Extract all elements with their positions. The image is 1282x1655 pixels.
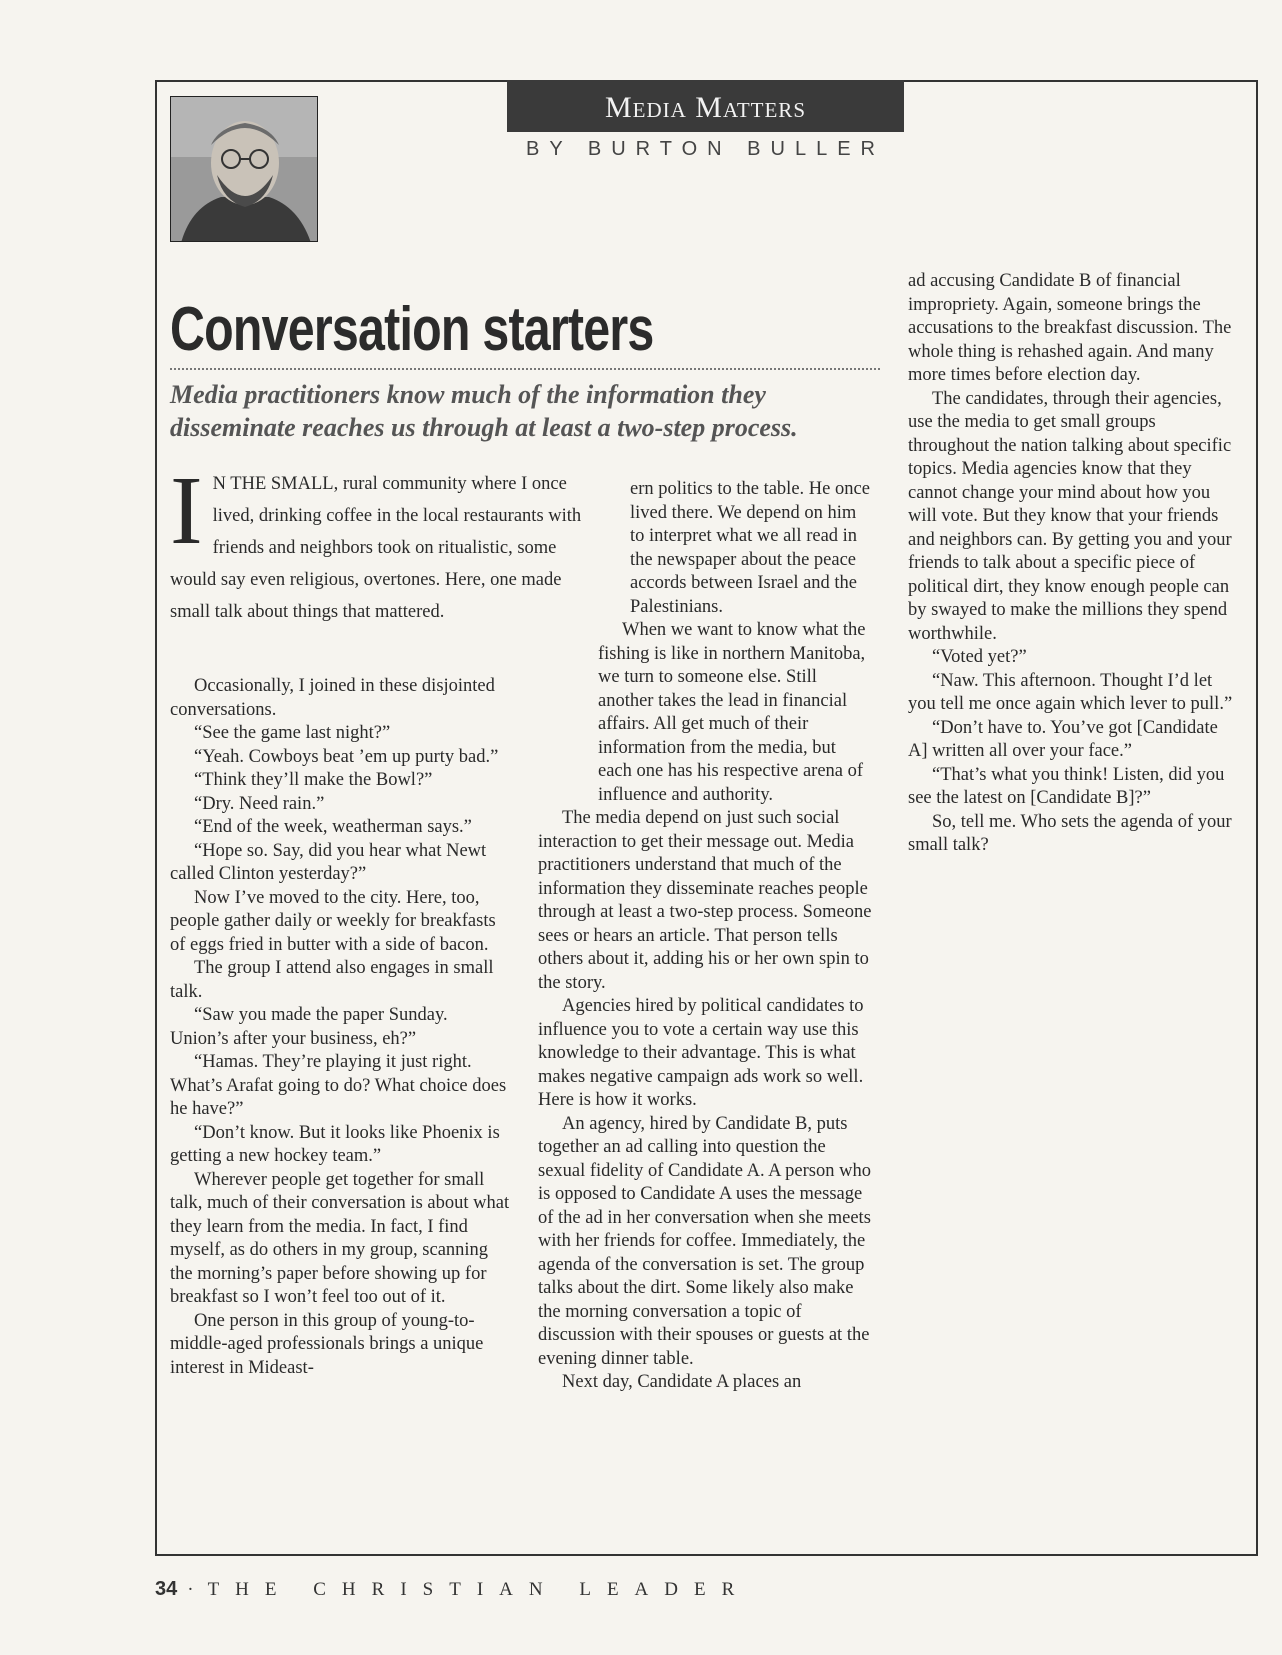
author-photo (170, 96, 318, 242)
paragraph: The candidates, through their agencies, use the media to get small groups throughout the nation talking about specific topics. Media agencies know that they cannot change your mind about how you will vote. But they know that your friends and neighbors can. By getting you and your friends to talk about a specific piece of political dirt, they know enough people can by swayed to make the millions they spend worthwhile. (908, 388, 1232, 644)
paragraph: Agencies hired by political candidates to influence you to vote a certain way use this knowledge to their advantage. This is what makes negative campaign ads work so well. Here is how it works. (538, 996, 864, 1110)
paragraph: Occasionally, I joined in these disjointed conversations. (170, 676, 495, 720)
dotted-divider (170, 368, 880, 370)
paragraph: “Saw you made the paper Sunday. Union’s after your business, eh?” (170, 1005, 448, 1049)
paragraph: “Dry. Need rain.” (194, 793, 325, 814)
paragraph: “That’s what you think! Listen, did you see the latest on [Candidate B]?” (908, 764, 1225, 808)
deck-subtitle: Media practitioners know much of the information they disseminate reaches us through at least a two-step process. (170, 380, 798, 442)
byline: BY BURTON BULLER (526, 138, 885, 160)
paragraph: “Don’t have to. You’ve got [Candidate A] written all over your face.” (908, 717, 1218, 761)
paragraph: “Think they’ll make the Bowl?” (194, 770, 433, 790)
headline: Conversation starters (170, 295, 654, 364)
publication-name: THE CHRISTIAN LEADER (207, 1579, 751, 1600)
column-2 (538, 478, 874, 1395)
paragraph: An agency, hired by Candidate B, puts together an ad calling into question the sexual fidelity of Candidate A. A person who is opposed to Candidate A uses the message of the ad in her conversation when she meets with her friends for coffee. Immediately, the agenda of the conversation is set. The group talks about the dirt. Some likely also make the morning conversation a topic of discussion with their spouses or guests at the evening dinner table. (538, 1113, 871, 1369)
paragraph: “See the game last night?” (194, 723, 391, 743)
column-1 (170, 675, 510, 1380)
page-footer (155, 1578, 750, 1601)
paragraph: So, tell me. Who sets the agenda of your small talk? (908, 811, 1232, 855)
paragraph: Next day, Candidate A places an (562, 1372, 802, 1392)
lead-caps: N THE SMALL, (212, 474, 339, 494)
paragraph: One person in this group of young-to-middle-aged professionals brings a unique interest in Mideast- (170, 1310, 484, 1378)
paragraph: Now I’ve moved to the city. Here, too, people gather daily or weekly for breakfasts of eggs fried in butter with a side of bacon. (170, 887, 496, 955)
paragraph: “Hamas. They’re playing it just right. What’s Arafat going to do? What choice does he have?” (170, 1052, 507, 1119)
paragraph: Wherever people get together for small talk, much of their conversation is about what they learn from the media. In fact, I find myself, as do others in my group, scanning the morning’s paper before showing up for breakfast so I won’t feel too out of it. (170, 1169, 510, 1307)
paragraph: “End of the week, weatherman says.” (194, 817, 472, 837)
paragraph: “Voted yet?” (932, 647, 1027, 667)
paragraph: The media depend on just such social interaction to get their message out. Media practitioners understand that much of the information they disseminate reaches people through at least a two-step process. Someone sees or hears an article. That person tells others about it, adding his or her own spin to the story. (538, 808, 872, 993)
paragraph: “Don’t know. But it looks like Phoenix is getting a new hockey team.” (170, 1122, 500, 1166)
lead-paragraph (170, 457, 590, 628)
column-3 (908, 270, 1238, 858)
column-name-banner: Media Matters (507, 80, 904, 132)
drop-cap: I (170, 457, 203, 565)
paragraph: When we want to know what the fishing is like in northern Manitoba, we turn to someone else. Still another takes the lead in financial affairs. All get much of their information from the media, but each one has his respective arena of influence and authority. (598, 620, 866, 805)
footer-separator: · (187, 1579, 194, 1600)
paragraph: ad accusing Candidate B of financial impropriety. Again, someone brings the accusations to the breakfast discussion. The whole thing is rehashed again. And many more times before election day. (908, 271, 1232, 385)
lead-text: rural community where I once lived, drinking coffee in the local restaurants with friends and neighbors took on ritualistic, some would say even religious, overtones. Here, one made small talk about things that mattered. (170, 474, 582, 622)
page-number: 34 (155, 1578, 178, 1600)
paragraph: “Naw. This afternoon. Thought I’d let you tell me once again which lever to pull.” (908, 670, 1233, 714)
paragraph: The group I attend also engages in small talk. (170, 958, 494, 1002)
author-portrait-image (171, 97, 318, 242)
paragraph: “Yeah. Cowboys beat ’em up purty bad.” (194, 746, 499, 767)
paragraph: “Hope so. Say, did you hear what Newt called Clinton yesterday?” (170, 840, 487, 884)
paragraph: ern politics to the table. He once lived there. We depend on him to interpret what we all read in the newspaper about the peace accords between Israel and the Palestinians. (630, 479, 870, 617)
